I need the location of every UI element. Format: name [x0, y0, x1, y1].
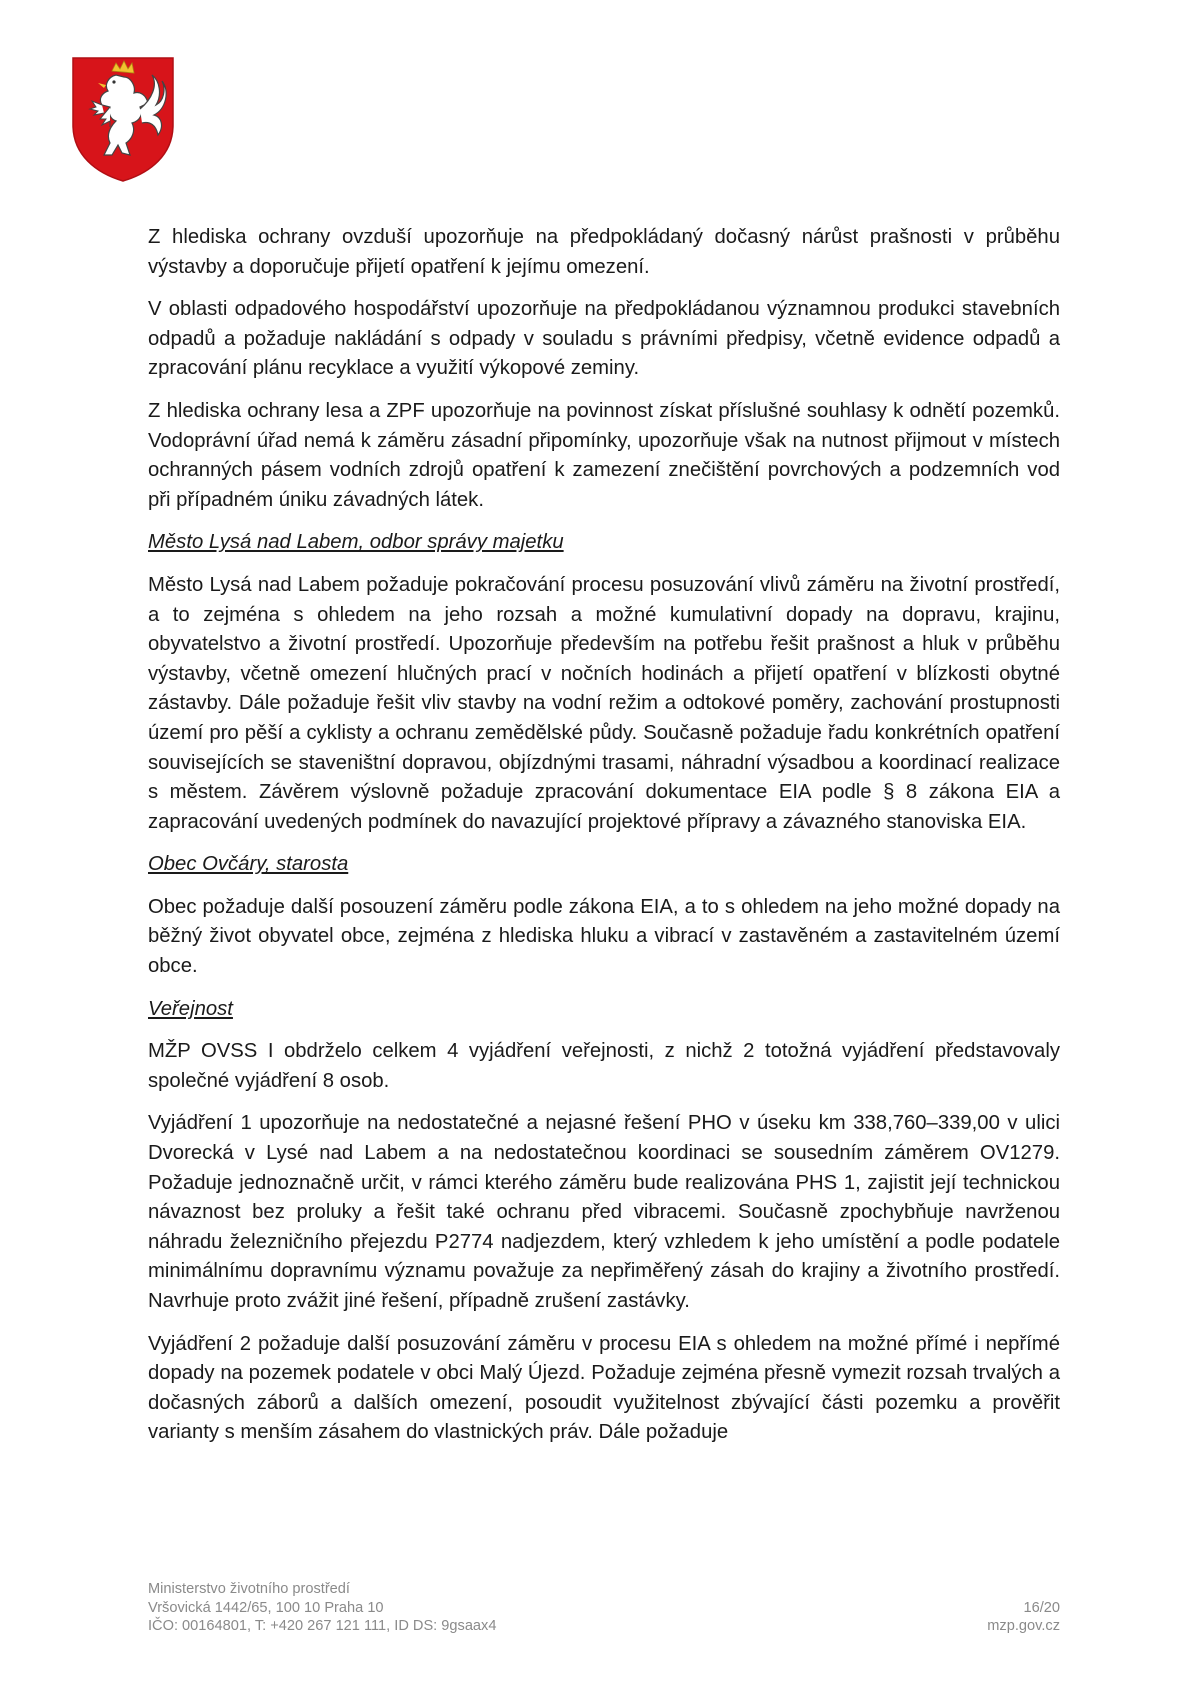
- footer-org: Ministerstvo životního prostředí: [148, 1581, 350, 1597]
- footer-address: Vršovická 1442/65, 100 10 Praha 10: [148, 1599, 384, 1616]
- section-heading-ovcary: Obec Ovčáry, starosta: [148, 853, 349, 876]
- paragraph-lysa-statement: Město Lysá nad Labem požaduje pokračování procesu posuzování vlivů záměru na životní prostředí, a to zejména s ohledem na jeho rozsah a možné kumulativní dopady na dopravu, krajinu, obyvatelstvo a životní prostředí. Upozorňuje především na potřebu řešit prašnost a hluk v průběhu výstavby, včetně omezení hlučných prací v nočních hodinách a přijetí opatření v blízkosti obytné zástavby. Dále požaduje řešit vliv stavby na vodní režim a odtokové poměry, zachování prostupnosti území pro pěší a cyklisty a ochranu zemědělské půdy. Současně požaduje řadu konkrétních opatření souvisejících se staveništní dopravou, objízdnými trasami, náhradní výsadbou a koordinací realizace s městem. Závěrem výslovně požaduje zpracování dokumentace EIA podle § 8 zákona EIA a zapracování uvedených podmínek do navazující projektové přípravy a závazného stanoviska EIA.: [148, 573, 1060, 833]
- footer-page-info: [987, 1599, 1060, 1636]
- document-body: [148, 223, 1060, 1461]
- paragraph-forest-water: Z hlediska ochrany lesa a ZPF upozorňuje na povinnost získat příslušné souhlasy k odnětí pozemků. Vodoprávní úřad nemá k záměru zásadní připomínky, upozorňuje však na nutnost přijmout v místech ochranných pásem vodních zdrojů opatření k zamezení znečištění povrchových a podzemních vod při případném úniku závadných látek.: [148, 399, 1060, 511]
- paragraph-ovcary-statement: Obec požaduje další posouzení záměru podle zákona EIA, a to s ohledem na jeho možné dopady na běžný život obyvatel obce, zejména z hlediska hluku a vibrací v zastavěném a zastavitelném území obce.: [148, 895, 1060, 978]
- paragraph-waste-management: V oblasti odpadového hospodářství upozorňuje na předpokládanou významnou produkci stavebních odpadů a požaduje nakládání s odpady v souladu s právními předpisy, včetně evidence odpadů a zpracování plánu recyklace a využití výkopové zeminy.: [148, 298, 1060, 380]
- paragraph-statement-1: Vyjádření 1 upozorňuje na nedostatečné a nejasné řešení PHO v úseku km 338,760–339,00 v ulici Dvorecká v Lysé nad Labem a na nedostatečnou koordinaci se sousedním záměrem OV1279. Požaduje jednoznačně určit, v rámci kterého záměru bude realizována PHS 1, zajistit její technickou návaznost bez proluky a řešit také ochranu před vibracemi. Současně zpochybňuje navrženou náhradu železničního přejezdu P2774 nadjezdem, který vzhledem k jeho umístění a podle podatele minimálnímu dopravnímu významu považuje za nepřiměřený zásah do krajiny a životního prostředí. Navrhuje proto zvážit jiné řešení, případně zrušení zastávky.: [148, 1112, 1060, 1312]
- section-heading-public: Veřejnost: [148, 997, 233, 1020]
- paragraph-air-protection: Z hlediska ochrany ovzduší upozorňuje na předpokládaný dočasný nárůst prašnosti v průběhu výstavby a doporučuje přijetí opatření k jejímu omezení.: [148, 226, 1060, 278]
- footer-web: mzp.gov.cz: [987, 1618, 1060, 1634]
- footer-ids: IČO: 00164801, T: +420 267 121 111, ID DS: 9gsaax4: [148, 1618, 497, 1634]
- page-number: 16/20: [1023, 1599, 1060, 1616]
- paragraph-statement-2: Vyjádření 2 požaduje další posuzování záměru v procesu EIA s ohledem na možné přímé i nepřímé dopady na pozemek podatele v obci Malý Újezd. Požaduje zejména přesně vymezit rozsah trvalých a dočasných záborů a dalších omezení, posoudit využitelnost zbývající části pozemku a prověřit varianty s menším zásahem do vlastnických práv. Dále požaduje: [148, 1332, 1060, 1444]
- czech-lion-coat-of-arms-icon: [70, 55, 176, 183]
- section-heading-lysa: Město Lysá nad Labem, odbor správy majetku: [148, 531, 564, 554]
- paragraph-public-summary: MŽP OVSS I obdrželo celkem 4 vyjádření veřejnosti, z nichž 2 totožná vyjádření představovaly společné vyjádření 8 osob.: [148, 1040, 1060, 1092]
- footer-contact: [148, 1580, 496, 1636]
